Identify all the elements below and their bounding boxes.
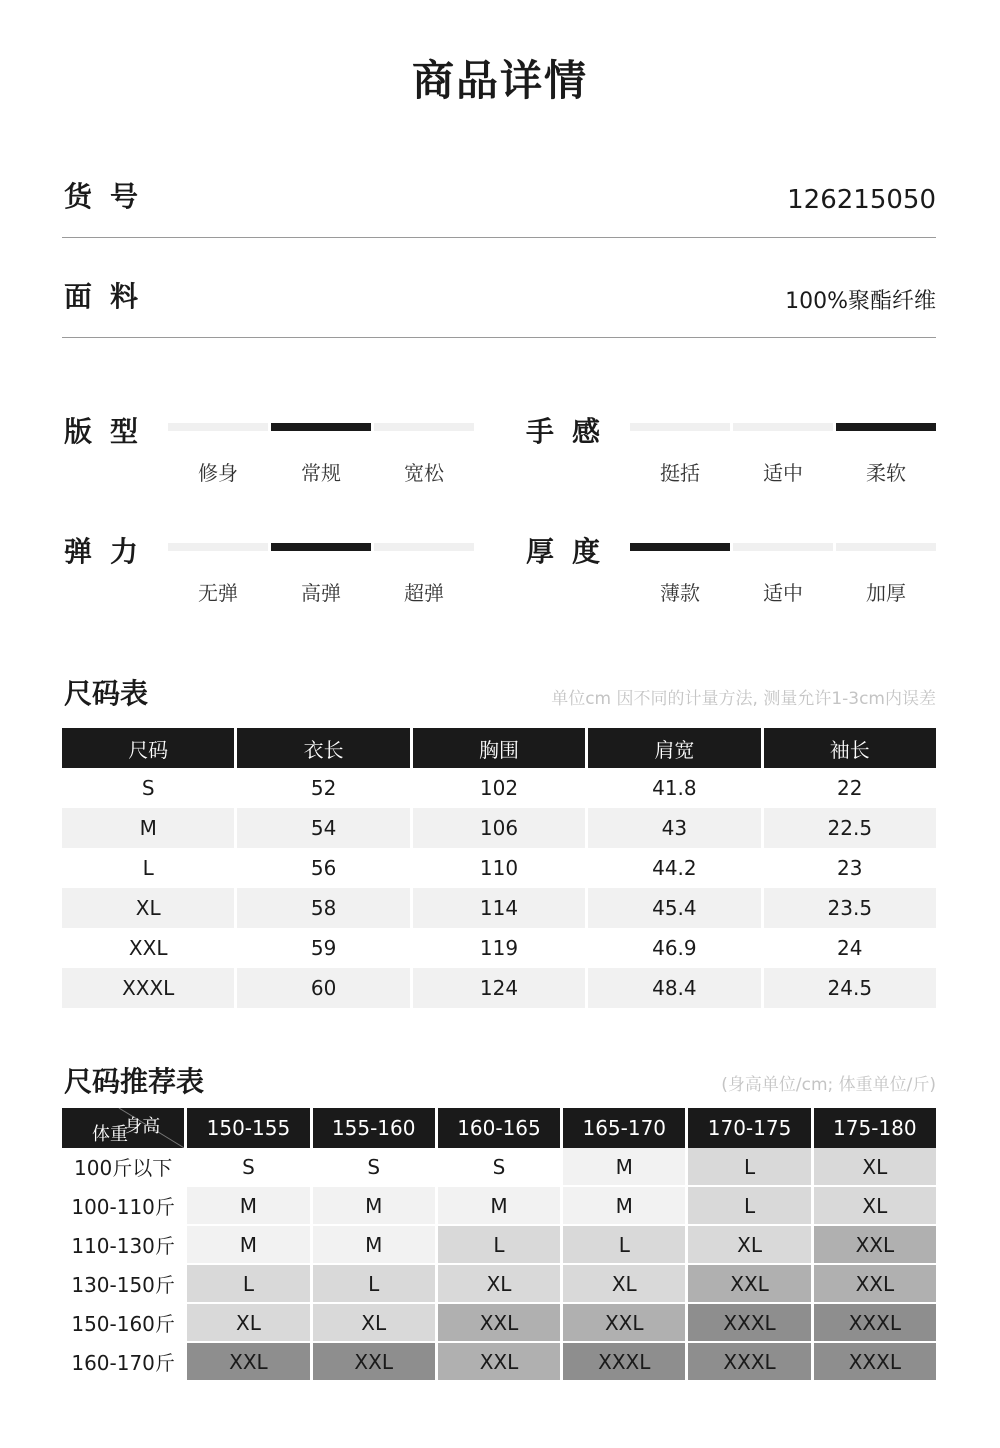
weight-range-label: 160-170斤 [62,1343,184,1382]
recommended-size-cell: M [563,1148,685,1187]
size-table-cell: 56 [310,856,337,880]
attribute-option: 加厚 [866,581,906,605]
size-table-cell: XL [62,888,234,928]
height-range-header: 175-180 [814,1108,936,1148]
table-row [62,928,936,968]
size-table-cell: 54 [237,808,409,848]
scale-segment [168,543,268,551]
size-table-cell: 44.2 [652,856,697,880]
size-table-header: 肩宽 [588,728,760,768]
weight-range-label: 110-130斤 [62,1226,184,1265]
recommended-size-cell: XXXL [814,1304,936,1343]
recommended-size-cell: XL [313,1304,435,1343]
size-table-cell: 23 [837,856,863,880]
recommended-size-cell: XL [563,1265,685,1304]
size-table-cell: 124 [413,968,585,1008]
size-table-header: 尺码 [62,728,234,768]
attribute-option: 宽松 [404,461,444,485]
height-range-header: 155-160 [313,1108,435,1148]
attribute-1 [524,410,934,490]
recommended-size-cell: XXL [438,1343,560,1382]
weight-range-label: 100-110斤 [62,1187,184,1226]
recommend-table [59,1108,939,1382]
recommended-size-cell: S [438,1148,560,1187]
size-table-header: 胸围 [413,728,585,768]
size-table-cell: 22 [837,776,863,800]
fabric-row [62,238,936,338]
table-row [62,1226,936,1265]
recommended-size-cell: M [313,1187,435,1226]
recommended-size-cell: S [313,1148,435,1187]
size-table-cell: 102 [479,776,519,800]
size-table-cell: 24 [837,936,863,960]
table-row [62,1148,936,1187]
size-table-cell: 45.4 [588,888,760,928]
scale-segment [374,543,474,551]
scale-segment-selected [271,543,371,551]
recommended-size-cell: XXL [313,1343,435,1382]
recommended-size-cell: L [438,1226,560,1265]
table-row [62,848,936,888]
size-table-cell: 60 [237,968,409,1008]
recommend-table-note: (身高单位/cm; 体重单位/斤) [721,1075,936,1095]
recommended-size-cell: XL [187,1304,309,1343]
table-row [62,1265,936,1304]
recommended-size-cell: XL [688,1226,810,1265]
attribute-0 [62,410,472,490]
attribute-scale [168,423,474,485]
recommended-size-cell: XXL [814,1226,936,1265]
height-range-header: 165-170 [563,1108,685,1148]
size-table-cell: 46.9 [652,936,697,960]
recommended-size-cell: L [688,1187,810,1226]
recommended-size-cell: XXL [438,1304,560,1343]
size-table-cell: 48.4 [588,968,760,1008]
size-table-cell: XXL [128,936,168,960]
size-table-cell: L [142,856,154,880]
fabric-value: 100%聚酯纤维 [785,289,936,314]
recommended-size-cell: XL [438,1265,560,1304]
recommended-size-cell: XXXL [688,1343,810,1382]
table-row [62,968,936,1008]
sku-row [62,138,936,238]
recommend-table-title: 尺码推荐表 [64,1065,205,1098]
sku-label: 货号 [64,180,157,213]
weight-range-label: 150-160斤 [62,1304,184,1343]
scale-segment-selected [836,423,936,431]
size-table-cell: 52 [310,776,337,800]
table-row [62,808,936,848]
size-table-cell: 58 [237,888,409,928]
recommended-size-cell: XXL [187,1343,309,1382]
size-table-title: 尺码表 [64,677,149,710]
scale-segment [630,423,730,431]
table-row [62,1187,936,1226]
attribute-option: 薄款 [660,581,700,605]
table-row [62,1304,936,1343]
sku-value: 126215050 [787,185,936,215]
size-table-cell: 119 [479,936,519,960]
attribute-option: 柔软 [866,461,906,485]
size-table-cell: M [62,808,234,848]
scale-segment [168,423,268,431]
attribute-scale [168,543,474,605]
recommended-size-cell: L [688,1148,810,1187]
recommended-size-cell: M [187,1226,309,1265]
weight-range-label: 130-150斤 [62,1265,184,1304]
size-table-cell: 24.5 [764,968,936,1008]
size-table-header: 衣长 [237,728,409,768]
size-table-cell: 23.5 [764,888,936,928]
size-table [59,728,939,1008]
attribute-option: 挺括 [660,461,700,485]
weight-range-label: 100斤以下 [62,1148,184,1187]
recommended-size-cell: XXL [814,1265,936,1304]
recommended-size-cell: XXL [688,1265,810,1304]
height-range-header: 150-155 [187,1108,309,1148]
recommended-size-cell: XL [814,1148,936,1187]
size-table-cell: 106 [413,808,585,848]
size-table-header: 袖长 [764,728,936,768]
scale-segment-selected [271,423,371,431]
scale-segment [733,543,833,551]
attribute-option: 高弹 [301,581,341,605]
height-range-header: 170-175 [688,1108,810,1148]
attribute-option: 无弹 [198,581,238,605]
size-table-note: 单位cm 因不同的计量方法, 测量允许1-3cm内误差 [551,689,936,709]
recommended-size-cell: XXXL [814,1343,936,1382]
recommended-size-cell: M [313,1226,435,1265]
attribute-scale [630,423,936,485]
size-table-cell: 59 [310,936,337,960]
size-table-cell: 22.5 [764,808,936,848]
size-table-cell: S [141,776,155,800]
size-table-cell: 43 [588,808,760,848]
attribute-3 [524,530,934,610]
page-title: 商品详情 [411,56,588,105]
size-table-cell: XXXL [62,968,234,1008]
size-table-cell: 114 [413,888,585,928]
attribute-2 [62,530,472,610]
fabric-label: 面料 [64,280,157,313]
table-row [62,888,936,928]
attribute-label: 弹力 [64,535,157,568]
attribute-option: 适中 [763,461,803,485]
recommended-size-cell: M [563,1187,685,1226]
attribute-option: 常规 [301,461,341,485]
scale-segment [374,423,474,431]
recommended-size-cell: M [187,1187,309,1226]
recommended-size-cell: L [313,1265,435,1304]
attribute-scale [630,543,936,605]
scale-segment [733,423,833,431]
attribute-option: 适中 [763,581,803,605]
recommended-size-cell: XL [814,1187,936,1226]
size-table-cell: 110 [479,856,519,880]
scale-segment-selected [630,543,730,551]
recommended-size-cell: XXXL [563,1343,685,1382]
recommended-size-cell: L [563,1226,685,1265]
table-row [62,768,936,808]
attribute-option: 修身 [198,461,238,485]
attribute-label: 版型 [64,415,157,448]
table-corner-header [62,1108,184,1148]
corner-height-label: 身高 [124,1116,161,1137]
scale-segment [836,543,936,551]
recommended-size-cell: L [187,1265,309,1304]
attribute-option: 超弹 [404,581,444,605]
recommended-size-cell: M [438,1187,560,1226]
recommended-size-cell: XXXL [688,1304,810,1343]
recommended-size-cell: S [187,1148,309,1187]
corner-weight-label: 体重 [92,1124,128,1145]
size-table-cell: 41.8 [652,776,697,800]
attribute-label: 手感 [526,415,619,448]
height-range-header: 160-165 [438,1108,560,1148]
table-row [62,1343,936,1382]
recommended-size-cell: XXL [563,1304,685,1343]
attribute-label: 厚度 [526,535,619,568]
